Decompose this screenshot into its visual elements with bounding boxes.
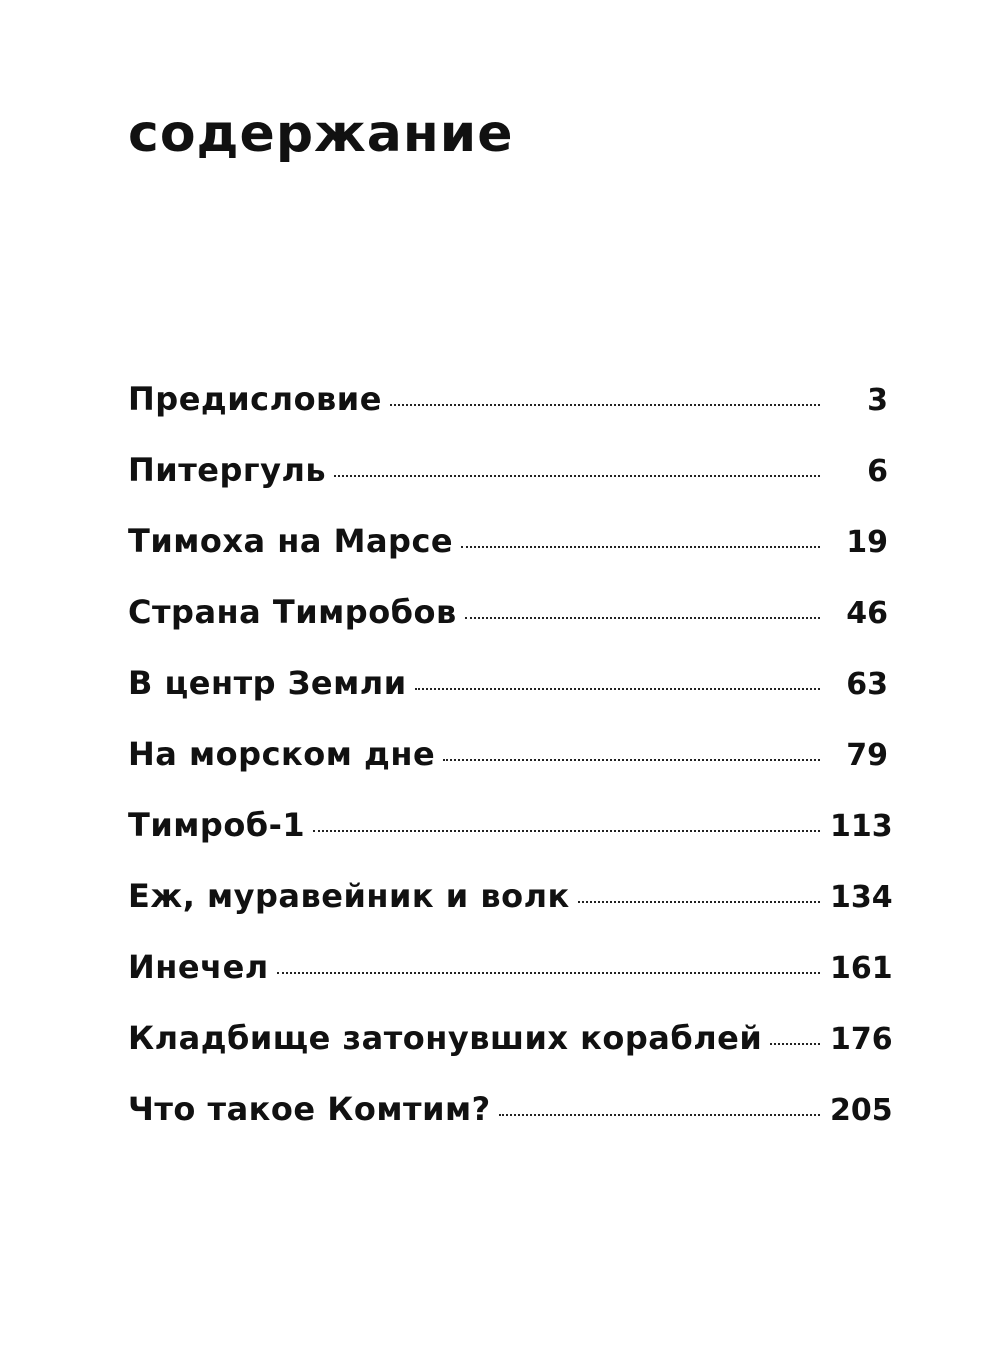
toc-entry-page: 161 (830, 951, 893, 986)
toc-entry (128, 1090, 893, 1161)
toc-entry-title: Что такое Комтим? (128, 1090, 491, 1128)
toc-entry-title: На морском дне (128, 735, 436, 773)
dot-leader (313, 830, 820, 832)
table-of-contents (128, 380, 893, 1161)
dot-leader (415, 688, 820, 690)
dot-leader (465, 617, 820, 619)
toc-entry-title: Предисловие (128, 380, 382, 418)
toc-entry-title: Питергуль (128, 451, 327, 489)
toc-entry (128, 806, 893, 877)
toc-entry-title: Тимоха на Марсе (128, 522, 454, 560)
toc-entry-page: 79 (846, 738, 888, 773)
toc-entry-title: Тимроб-1 (128, 806, 306, 844)
dot-leader (770, 1043, 820, 1045)
dot-leader (499, 1114, 820, 1116)
toc-entry-title: Еж, муравейник и волк (128, 877, 570, 915)
toc-entry (128, 380, 888, 451)
toc-entry-title: Инечел (128, 948, 269, 986)
toc-entry (128, 593, 888, 664)
toc-entry-page: 63 (846, 667, 888, 702)
toc-entry (128, 1019, 893, 1090)
toc-entry (128, 451, 888, 522)
toc-entry-page: 46 (846, 596, 888, 631)
toc-entry-page: 176 (830, 1022, 893, 1057)
toc-entry-title: В центр Земли (128, 664, 407, 702)
dot-leader (461, 546, 820, 548)
dot-leader (390, 404, 820, 406)
toc-entry-page: 6 (867, 454, 888, 489)
toc-entry (128, 522, 888, 593)
page-title: содержание (128, 104, 514, 164)
toc-entry-title: Кладбище затонувших кораблей (128, 1019, 763, 1057)
toc-entry (128, 877, 893, 948)
dot-leader (443, 759, 820, 761)
dot-leader (277, 972, 820, 974)
toc-entry-page: 19 (846, 525, 888, 560)
toc-entry-page: 205 (830, 1093, 893, 1128)
toc-entry-page: 3 (867, 383, 888, 418)
dot-leader (334, 475, 820, 477)
toc-entry-page: 134 (830, 880, 893, 915)
toc-entry-page: 113 (830, 809, 893, 844)
dot-leader (578, 901, 820, 903)
toc-entry-title: Страна Тимробов (128, 593, 457, 631)
toc-entry (128, 664, 888, 735)
toc-entry (128, 948, 893, 1019)
toc-entry (128, 735, 888, 806)
